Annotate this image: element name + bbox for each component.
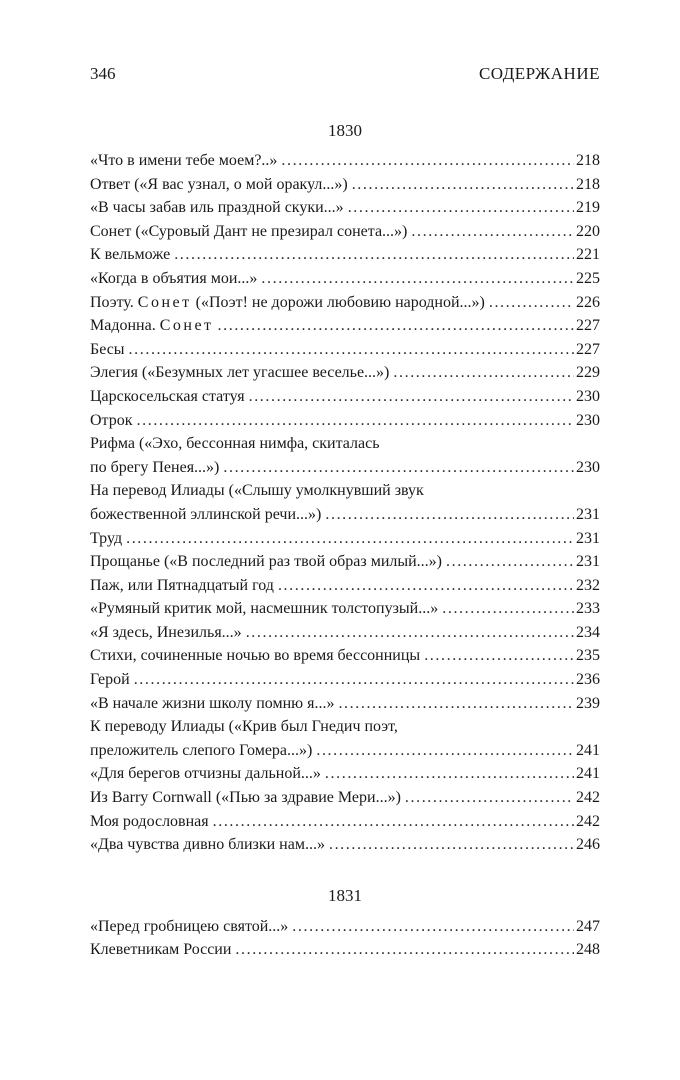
table-of-contents	[90, 118, 600, 962]
entry-title-part: Поэту.	[90, 293, 138, 311]
entry-title	[90, 291, 489, 315]
dot-leader	[278, 574, 574, 598]
entry-page-number: 218	[576, 152, 600, 169]
entry-title	[90, 314, 218, 338]
toc-entry	[90, 409, 600, 433]
dot-leader	[235, 938, 574, 962]
entry-page-number: 229	[576, 364, 600, 382]
entry-page-number: 241	[576, 765, 600, 783]
dot-leader	[446, 550, 574, 574]
entry-page-number: 246	[576, 836, 600, 854]
entry-page-number: 232	[576, 576, 600, 594]
entry-title: Сонет («Суровый Дант не презирал сонета...»)	[90, 222, 408, 240]
entry-title: Ответ («Я вас узнал, о мой оракул...»)	[90, 175, 348, 193]
entry-title: Паж, или Пятнадцатый год	[90, 576, 274, 594]
toc-entry	[90, 243, 600, 267]
dot-leader	[424, 644, 574, 668]
entry-page-number: 230	[576, 411, 600, 429]
page-number: 346	[90, 64, 116, 83]
entry-title: К вельможе	[90, 246, 171, 264]
entry-page-number: 242	[576, 812, 600, 830]
toc-entry	[90, 479, 600, 526]
dot-leader	[352, 173, 574, 197]
entry-page-number: 218	[576, 175, 600, 193]
dot-leader	[218, 314, 574, 338]
toc-entry	[90, 715, 600, 762]
entry-title: «В часы забав иль праздной скуки...»	[90, 199, 344, 217]
entry-title: божественной эллинской речи...»)	[90, 505, 322, 523]
entry-title: Рифма («Эхо, бессонная нимфа, скиталась	[90, 435, 380, 453]
dot-leader	[129, 338, 574, 362]
entry-title: Элегия («Безумных лет угасшее веселье...»)	[90, 364, 390, 382]
entry-title: «Что в имени тебе моем?..»	[90, 152, 278, 169]
dot-leader	[246, 621, 574, 645]
entry-title: «Два чувства дивно близки нам...»	[90, 836, 325, 854]
dot-leader	[325, 762, 574, 786]
dot-leader	[261, 267, 574, 291]
entry-title: К переводу Илиады («Крив был Гнедич поэт,	[90, 718, 398, 736]
toc-entry	[90, 338, 600, 362]
entry-title: «Для берегов отчизны дальной...»	[90, 765, 321, 783]
entry-page-number: 219	[576, 199, 600, 217]
entry-page-number: 242	[576, 789, 600, 807]
toc-entry	[90, 385, 600, 409]
entry-page-number: 221	[576, 246, 600, 264]
toc-entry	[90, 361, 600, 385]
running-title: СОДЕРЖАНИЕ	[478, 64, 600, 83]
dot-leader	[329, 833, 574, 857]
entry-page-number: 236	[576, 671, 600, 689]
entry-title: Герой	[90, 671, 130, 689]
entry-page-number: 230	[576, 387, 600, 405]
entry-title-part: («Поэт! не дорожи любовию народной...»)	[191, 293, 485, 311]
toc-entry	[90, 173, 600, 197]
entry-title: «Перед гробницею святой...»	[90, 917, 289, 935]
entry-title: Отрок	[90, 411, 133, 429]
toc-entry	[90, 550, 600, 574]
entry-page-number: 247	[576, 917, 600, 935]
entry-page-number: 235	[576, 647, 600, 665]
dot-leader	[249, 385, 574, 409]
dot-leader	[316, 739, 574, 763]
entry-page-number: 227	[576, 317, 600, 335]
dot-leader	[137, 409, 574, 433]
entry-title: Стихи, сочиненные ночью во время бессонницы	[90, 647, 421, 665]
dot-leader	[281, 149, 574, 173]
toc-entry	[90, 938, 600, 962]
toc-entry	[90, 314, 600, 338]
entry-page-number: 234	[576, 623, 600, 641]
dot-leader	[442, 597, 574, 621]
running-head	[90, 64, 600, 84]
entry-title: «Я здесь, Инезилья...»	[90, 623, 242, 641]
entry-title: На перевод Илиады («Слышу умолкнувший звук	[90, 482, 424, 500]
entry-page-number: 231	[576, 505, 600, 523]
entry-title-spaced: Сонет	[137, 293, 192, 311]
toc-entry	[90, 432, 600, 479]
toc-entry	[90, 574, 600, 598]
entry-title: «Когда в объятия мои...»	[90, 269, 258, 287]
entry-title: Клеветникам России	[90, 941, 232, 959]
entry-title: «В начале жизни школу помню я...»	[90, 694, 335, 712]
entry-title: Моя родословная	[90, 812, 209, 830]
entry-page-number: 233	[576, 600, 600, 618]
toc-entry	[90, 786, 600, 810]
toc-entry	[90, 527, 600, 551]
dot-leader	[223, 456, 574, 480]
dot-leader	[213, 810, 574, 834]
entry-page-number: 227	[576, 340, 600, 358]
dot-leader	[411, 220, 574, 244]
entry-title: преложитель слепого Гомера...»)	[90, 741, 313, 759]
section-year: 1831	[328, 885, 362, 905]
entry-page-number: 225	[576, 269, 600, 287]
toc-entry	[90, 833, 600, 857]
toc-entry	[90, 621, 600, 645]
toc-entry	[90, 668, 600, 692]
section-year: 1830	[328, 121, 362, 140]
dot-leader	[325, 503, 574, 527]
dot-leader	[489, 291, 574, 315]
entry-title: Прощанье («В последний раз твой образ милый...»)	[90, 553, 442, 571]
toc-entry	[90, 692, 600, 716]
toc-entry	[90, 762, 600, 786]
entry-title: Труд	[90, 529, 123, 547]
entry-page-number: 241	[576, 741, 600, 759]
dot-leader	[174, 243, 574, 267]
entry-title: Из Barry Cornwall («Пью за здравие Мери...»)	[90, 789, 401, 807]
entry-title: Царскосельская статуя	[90, 387, 245, 405]
entry-title-spaced: Сонет	[159, 317, 214, 335]
dot-leader	[338, 692, 574, 716]
entry-page-number: 239	[576, 694, 600, 712]
entry-page-number: 226	[576, 293, 600, 311]
dot-leader	[348, 196, 574, 220]
toc-entry	[90, 644, 600, 668]
entry-title: по брегу Пенея...»)	[90, 458, 220, 476]
entry-page-number: 231	[576, 529, 600, 547]
dot-leader	[134, 668, 574, 692]
dot-leader	[405, 786, 574, 810]
entry-page-number: 220	[576, 222, 600, 240]
dot-leader	[126, 527, 574, 551]
toc-entry	[90, 196, 600, 220]
dot-leader	[393, 361, 574, 385]
toc-entry	[90, 915, 600, 939]
entry-title: «Румяный критик мой, насмешник толстопузый...»	[90, 600, 439, 618]
toc-entry	[90, 291, 600, 315]
toc-entry	[90, 149, 600, 173]
entry-title-part: Мадонна.	[90, 317, 160, 335]
toc-entry	[90, 597, 600, 621]
toc-entry	[90, 267, 600, 291]
entry-title: Бесы	[90, 340, 125, 358]
toc-entry	[90, 810, 600, 834]
toc-entry	[90, 220, 600, 244]
entry-page-number: 231	[576, 553, 600, 571]
entry-page-number: 230	[576, 458, 600, 476]
dot-leader	[292, 915, 574, 939]
entry-page-number: 248	[576, 941, 600, 959]
